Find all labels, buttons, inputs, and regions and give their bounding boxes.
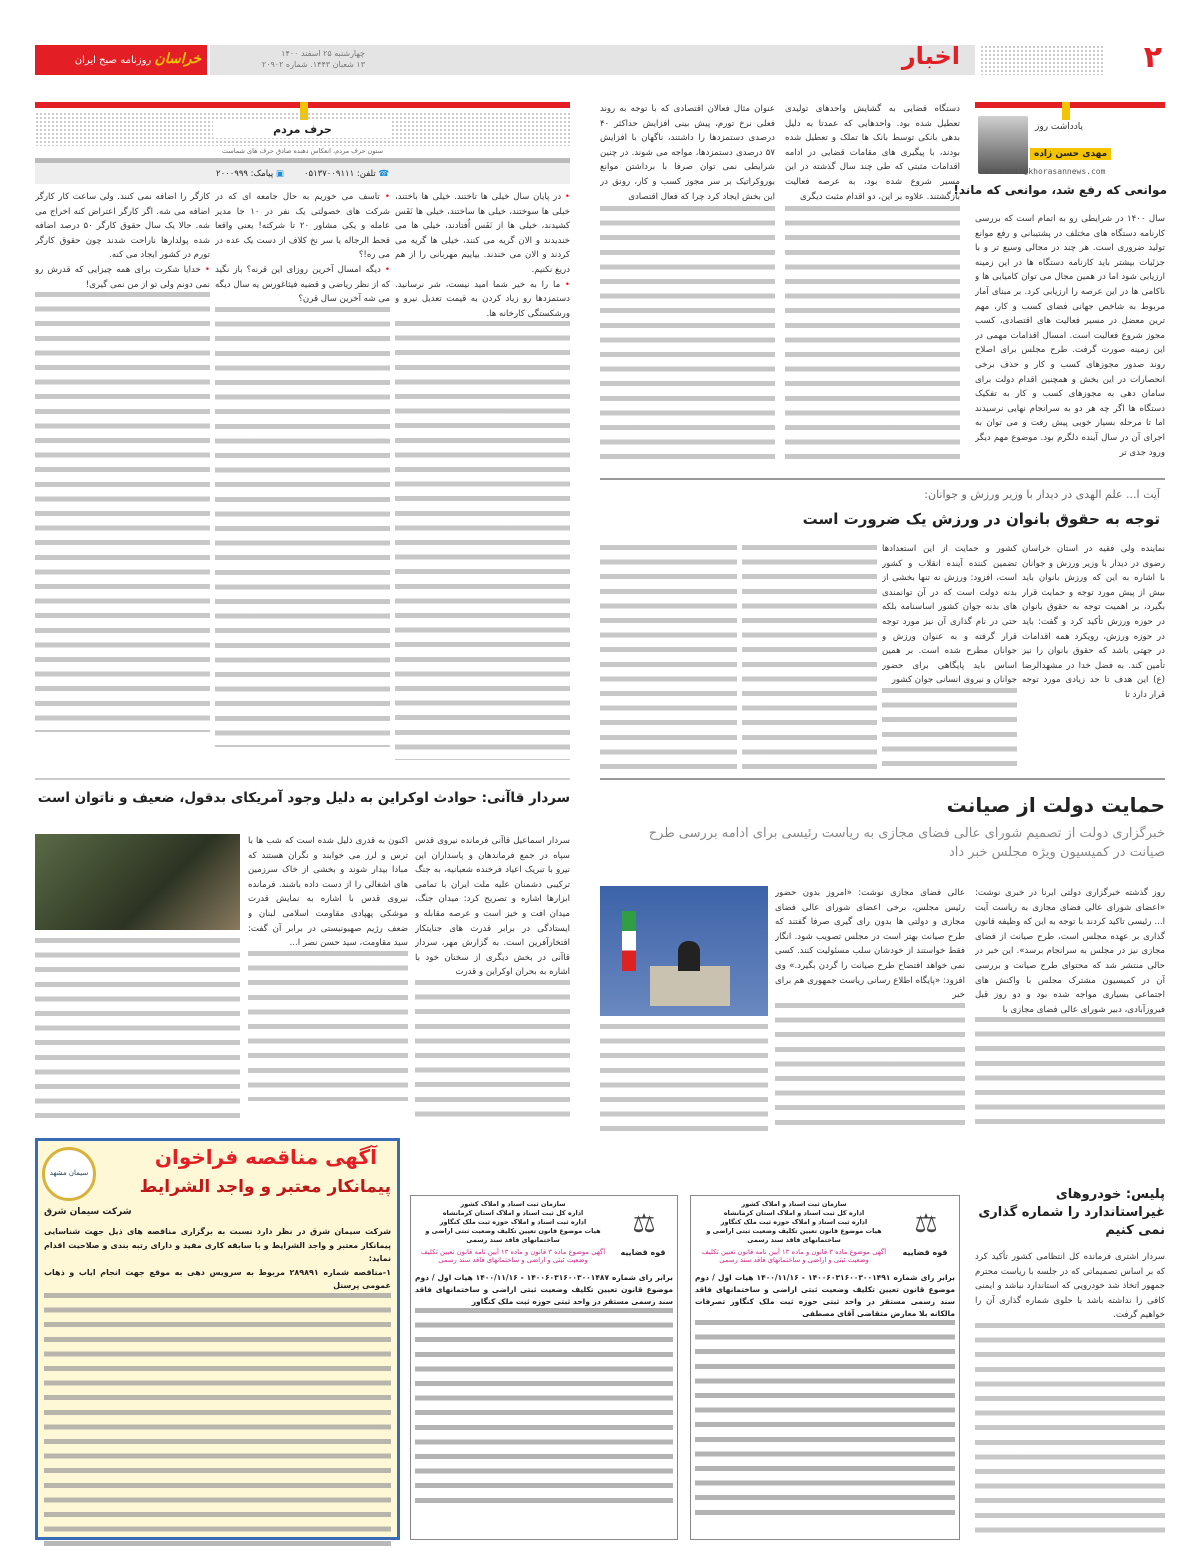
divider bbox=[600, 478, 1165, 480]
desk bbox=[650, 966, 730, 1006]
seal-label: قوه قضاییه bbox=[620, 1248, 666, 1257]
ghaani-col-1 bbox=[415, 834, 570, 1124]
tender-ad[interactable] bbox=[35, 1138, 400, 1540]
sms-icon: ▣ bbox=[275, 168, 284, 179]
gov-ad-1[interactable] bbox=[690, 1195, 960, 1540]
editorial-title: موانعی که رفع شد، موانعی که ماند! bbox=[953, 183, 1167, 197]
harf-item: • در پایان سال خیلی ها تاختند. خیلی ها باختند، خیلی ها سوختند، خیلی ها ساختند، خیلی ها نَفَس کشیدند، خیلی ها از نَفَس اُفتادند، خیلی ها می خندیدند و الان گریه می کنند، خیلی ها گریه می کردند و الان می خندند. بیاییم مهربانی را از هم دریغ نکنیم. bbox=[395, 192, 570, 275]
ad-company: شرکت سیمان شرق bbox=[44, 1207, 132, 1217]
sports-col-3 bbox=[742, 545, 877, 773]
siyanat-col2-text: عالی فضای مجازی نوشت: «امروز بدون حضور رئیس مجلس، برخی اعضای شورای عالی فضای مجازی و دولتی ها بدون رای گیری صرفا گفتند که طرح صیانت بهتر است در مجلس تصویب شود. انگار فقط خواستند از خودشان سلب مسئولیت کنند. کسی نمی خواهد افتضاح طرح صیانت را گردن بگیرد.» وی افزود: «پایگاه اطلاع رسانی ریاست جمهوری هم برای خبر bbox=[775, 888, 965, 1001]
harf-subtitle: ستون حرف مردم، انعکاس دهنده صادق حرف های شماست bbox=[221, 147, 384, 155]
org-2: اداره کل ثبت اسناد و املاک استان کرمانشاه bbox=[723, 1209, 865, 1217]
author-photo bbox=[978, 116, 1028, 174]
editorial-col3 bbox=[600, 102, 775, 472]
org-2: اداره کل ثبت اسناد و املاک استان کرمانشاه bbox=[442, 1209, 584, 1217]
org-3: اداره ثبت اسناد و املاک حوزه ثبت ملک کنگاور bbox=[439, 1218, 587, 1226]
text-lines bbox=[775, 1003, 965, 1133]
editorial-col2 bbox=[785, 102, 960, 472]
text-lines bbox=[248, 951, 408, 1101]
org-4: هیات موضوع قانون تعیین تکلیف وضعیت ثبتی اراضی و ساختمانهای فاقد سند رسمی bbox=[706, 1227, 882, 1244]
ghaani-col1-text: سردار اسماعیل قاآنی فرمانده نیروی قدس سپاه در جمع فرماندهان و پاسداران این نیرو با تبریک اعیاد فرخنده شعبانیه، به جنگ ترکیبی دشمنان علیه ملت ایران با تمامی ابزارها اشاره و تصریح کرد: میدان جنگ، میدان افت و خیز است و عرصه مقابله و ایستادگی در برابر قدرت های جنایتکار افتخارآفرین است. به گزارش مهر، سردار قاآنی در بخش دیگری از سخنان خود با اشاره به بحران اوکراین و قدرت bbox=[415, 836, 570, 978]
harf-title: حرف مردم bbox=[213, 121, 392, 138]
siyanat-title: حمایت دولت از صیانت bbox=[946, 793, 1165, 817]
section-title: اخبار bbox=[901, 42, 960, 70]
phone-label[interactable] bbox=[304, 169, 389, 179]
ghaani-col-3 bbox=[35, 938, 240, 1120]
editorial-bar bbox=[975, 102, 1165, 108]
text-lines bbox=[975, 1017, 1165, 1127]
text-lines bbox=[600, 206, 775, 466]
sports-col2-text: کشور و حمایت از این استعدادها تضمین کننده آینده انقلاب و کشور است، افزود: ورزش نه تنها بخشی از بدنه دولت است که در آن توانمندی های بدنه جوان کشور اساسنامه بلکه حتی در نام گذاری آن نیز مورد توجه قرار گرفته و به عنوان ورزش و جوانان مطرح شده است. بر همین اساس باید پایگاهی برای حضور جوانان و نیروی انسانی جوان کشور bbox=[882, 544, 1017, 686]
harf-col-1 bbox=[395, 190, 570, 760]
logo-text: خراسان bbox=[154, 51, 201, 67]
org-4: هیات موضوع قانون تعیین تکلیف وضعیت ثبتی اراضی و ساختمانهای فاقد سند رسمی bbox=[425, 1227, 601, 1244]
ghaani-col2-text: اکنون به قدری ذلیل شده است که شب ها با ترس و لرز می خوابند و نگران هستند که مبادا بیدار شوند و بخشی از خاک سرزمین های اشغالی را از دست داده باشند. فرمانده نیروی قدس با اشاره به نمایش قدرت موشکی پهپادی مقاومت اسلامی لبنان و ضعف رژیم صهیونیستی در برابر آن گفت: سید مقاومت، سید حسن نصر ا... bbox=[248, 836, 408, 949]
siyanat-col-2 bbox=[775, 886, 965, 1140]
text-lines bbox=[215, 307, 390, 747]
ad-body bbox=[44, 1225, 391, 1553]
phone-icon: ☎ bbox=[378, 168, 389, 179]
divider bbox=[600, 778, 1165, 780]
ghaani-title: سردار قاآنی: حوادث اوکراین به دلیل وجود آمریکای بدقول، ضعیف و ناتوان است bbox=[37, 790, 570, 806]
editorial-body: سال ۱۴۰۰ در شرایطی رو به اتمام است که بررسی کارنامه دستگاه های مختلف در پشتیبانی و رفع موانع تولید ضروری است. هر چند در مجالی وسیع تر و با جزئیات بیشتر باید کارنامه دستگاه ها در این زمینه ارزیابی شود اما در همین مجال می توان کامیابی ها و ناکامی ها در این عرصه را ارزیابی کرد. بر مبنای آمار مربوط به شاخص جهانی فضای کسب و کار، مهم ترین معضل در مسیر فعالیت های اقتصادی، کسب مجوز شروع فعالیت است. امسال اقدامات مهمی در این زمینه صورت گرفت. طرح مجلس برای اصلاح روند صدور مجوزهای کسب و کار و حذف برخی انحصارات در این بخش و همچنین اقدام دولت برای سامان دهی به مجوزهای کسب و کار به تفکیک دستگاه ها اگر چه هر دو به سرانجام نهایی نرسیدند اما تا مرحله بسیار خوبی پیش رفت و می توان به اجرای آن در سال آینده دلگرم بود. موضوع مهم دیگر ورود جدی تر bbox=[975, 214, 1165, 458]
ad-intro: شرکت سیمان شرق در نظر دارد نسبت به برگزاری مناقصه های ذیل جهت شناسایی پیمانکار معتبر و واجد الشرایط و با سابقه کاری مفید و دارای رتبه بندی و صلاحیت اقدام نماید: bbox=[44, 1227, 391, 1263]
text-lines bbox=[975, 1323, 1165, 1540]
harf-col-2 bbox=[215, 190, 390, 760]
harf-item-text: ما را به خیر شما امید نیست، شر نرسانید. دستمزدها رو زیاد کردن به قیمت تعدیل نیرو و ورشکستگی کارخانه ها. bbox=[395, 279, 570, 319]
siyanat-col-1 bbox=[975, 886, 1165, 1140]
text-lines bbox=[415, 980, 570, 1124]
harf-contact-bar bbox=[35, 158, 570, 184]
siyanat-photo bbox=[600, 886, 768, 1016]
harf-item-text: تاسف می خوریم به حال جامعه ای که در شرکت های خصولتی یک نفر در ۱۰ جا مدیر عامله و یکی مشاور ۲۰ تا شرکته! یعنی واقعا قحط الرجاله یا سر نخ کلاف از دست یک عده در می ره!؟ bbox=[215, 192, 390, 261]
harf-item bbox=[35, 190, 210, 263]
sms-text: پیامک: ۲۰۰۰۹۹۹ bbox=[216, 168, 274, 179]
harf-item-text: کارگر را اضافه نمی کنند. ولی ساعت کار کارگر اضافه می شه. اگر کارگر اعتراض کنه اخراج می شه. حالا یک سال حقوق کارگر ۵۰ درصد اضافه شده پولدارها ناراحت شدند چون حقوق کارگر تورم در کشور ایجاد می کنه. bbox=[35, 192, 210, 261]
seal-label: قوه قضاییه bbox=[902, 1248, 948, 1257]
ad-notice-title: آگهی موضوع ماده ۳ قانون و ماده ۱۳ آیین نامه قانون تعیین تکلیف وضعیت ثبتی و اراضی و ساختمانهای فاقد سند رسمی bbox=[420, 1248, 606, 1264]
text-lines bbox=[695, 1320, 955, 1520]
date-block bbox=[215, 48, 365, 70]
text-lines bbox=[415, 1308, 673, 1508]
author-name: مهدی حسن زاده bbox=[1030, 148, 1111, 160]
siyanat-col1-text: روز گذشته خبرگزاری دولتی ایرنا در خبری نوشت: «اعضای شورای عالی فضای مجازی به ریاست آیت ا... رئیسی تاکید کردند با توجه به این که وظیفه قانون گذاری بر عهده مجلس است، طرح صیانت از فضای مجازی نیز در مجلس به سرانجام برسد». این خبر در حالی منتشر شد که محتوای طرح صیانت و بررسی آن در کمیسیون مشترک مجلس با واکنش های اجتماعی بسیاری مواجه شده بود و دو روز قبل فیروزآبادی، دبیر شورای عالی فضای مجازی با bbox=[975, 888, 1165, 1015]
flag bbox=[622, 911, 636, 971]
text-lines bbox=[785, 206, 960, 466]
ad-notice-body: برابر رای شماره ۱۴۰۰۶۰۳۱۶۰۰۳۰۰۱۴۹۱ - ۱۴۰۰/۱۱/۱۶ هیات اول / دوم موضوع قانون تعیین تکلیف وضعیت ثبتی اراضی و ساختمانهای فاقد سند رسمی مستقر در واحد ثبتی حوزه ثبت ملک کنگاور تصرفات مالکانه بلا معارض متقاضی آقای مصطفی bbox=[695, 1273, 955, 1318]
ghaani-col-2 bbox=[248, 834, 408, 1124]
police-title: پلیس: خودروهای غیراستاندارد را شماره گذاری نمی کنیم bbox=[978, 1187, 1165, 1238]
logo-text: سیمان مشهد bbox=[49, 1169, 89, 1177]
harf-item-text: دیگه امسال آخرین روزای این قرنه؟ باز نگید که از نظر ریاضی و قضیه فیثاغورس یه سال دیگه می شه آخرین سال قرن؟ bbox=[215, 264, 390, 305]
text-lines bbox=[44, 1293, 391, 1553]
police-text: سردار اشترى فرمانده کل انتظامی کشور تأکید کرد که بر اساس تصمیماتی که در جلسه با ریاست محترم جمهور اتخاذ شد خودرویی که استاندارد نباشد و ایمنی کافی را نداشته باشد با حلوی شماره گذاری آن را خواهیم گرفت. bbox=[975, 1252, 1165, 1321]
sports-title: توجه به حقوق بانوان در ورزش یک ضرورت است bbox=[802, 510, 1160, 528]
ad-orgs bbox=[695, 1200, 893, 1245]
harf-item: • خدایا شکرت برای همه چیزایی که قدرش رو نمی دونم ولی تو از من نمی گیری! bbox=[35, 264, 210, 290]
text-lines bbox=[882, 688, 1017, 775]
ad-orgs bbox=[415, 1200, 611, 1245]
org-1: سازمان ثبت اسناد و املاک کشور bbox=[460, 1200, 566, 1208]
gov-ad-2[interactable] bbox=[410, 1195, 678, 1540]
harf-item-text: در پایان سال خیلی ها تاختند. خیلی ها باختند، خیلی ها سوختند، خیلی ها ساختند، خیلی ها نَفَس کشیدند، خیلی ها از نَفَس اُفتادند، خیلی ها می خندیدند و الان گریه می کنند، خیلی ها گریه می کردند و الان می خندند. بیاییم مهربانی را از هم دریغ نکنیم. bbox=[395, 192, 570, 275]
author-email[interactable]: economic@khorasannews.com bbox=[985, 167, 1106, 176]
harf-item-text: خدایا شکرت برای همه چیزایی که قدرش رو نمی دونم ولی تو از من نمی گیری! bbox=[35, 264, 210, 290]
judiciary-seal-icon: ⚖ bbox=[632, 1209, 656, 1239]
harf-col-3 bbox=[35, 190, 210, 760]
date-line-2: ۱۳ شعبان ۱۴۴۳. شماره ۲۰۹۰۲ bbox=[261, 60, 365, 69]
judiciary-seal-icon: ⚖ bbox=[914, 1209, 938, 1239]
text-lines bbox=[35, 292, 210, 732]
text-lines bbox=[395, 321, 570, 760]
editorial-col2-text: دستگاه قضایی به گشایش واحدهای تولیدی تعطیل شده بود. واحدهایی که عمدتا به دلیل بدهی بانکی توسط بانک ها تملک و تعطیل شده بودند، با پیگیری های مقامات قضایی در ادامه اقدامات مثبتی که طی چند سال گذشته در این مسیر شروع شده بود، به عرصه فعالیت بازگشتند. علاوه بر این، دو اقدام مثبت دیگری bbox=[785, 104, 960, 202]
ad-title: آگهی مناقصه فراخوان bbox=[154, 1145, 377, 1169]
sports-col-4 bbox=[600, 545, 737, 773]
logo-tagline: روزنامه صبح ایران bbox=[74, 55, 152, 66]
org-3: اداره ثبت اسناد و املاک حوزه ثبت ملک کنگاور bbox=[720, 1218, 868, 1226]
masthead-logo[interactable] bbox=[35, 45, 207, 75]
yellow-marker bbox=[1062, 102, 1070, 120]
harf-item: • تاسف می خوریم به حال جامعه ای که در شرکت های خصولتی یک نفر در ۱۰ جا مدیر عامله و یکی مشاور ۲۰ تا شرکته! یعنی واقعا قحط الرجاله یا سر نخ کلاف از دست یک عده در می ره!؟ bbox=[215, 192, 390, 261]
org-1: سازمان ثبت اسناد و املاک کشور bbox=[741, 1200, 847, 1208]
harf-item: • ما را به خیر شما امید نیست، شر نرسانید. دستمزدها رو زیاد کردن به قیمت تعدیل نیرو و ورشکستگی کارخانه ها. bbox=[395, 279, 570, 319]
ad-notice-title: آگهی موضوع ماده ۳ قانون و ماده ۱۳ آیین نامه قانون تعیین تکلیف وضعیت ثبتی و اراضی و ساختمانهای فاقد سند رسمی bbox=[701, 1248, 887, 1264]
ad-subtitle: پیمانکار معتبر و واجد الشرایط bbox=[139, 1177, 391, 1197]
page-number: ۲ bbox=[1143, 40, 1162, 75]
ad-item-1: ۱-مناقصه شماره ۲۸۹۸۹۱ مربوط به سرویس دهی به موقع جهت انجام ایاب و ذهاب عمومی پرسنل bbox=[44, 1267, 391, 1290]
date-line-1: چهارشنبه ۲۵ اسفند ۱۴۰۰ bbox=[281, 49, 365, 58]
header-dots bbox=[980, 45, 1105, 75]
person bbox=[678, 941, 700, 971]
sports-col-1: نماینده ولی فقیه در استان خراسان رضوی در دیدار با وزیر ورزش و جوانان با اشاره به این که ورزش بانوان باید بیش از پیش مورد توجه و حمایت قرار بگیرد، بر اهمیت توجه به حقوق بانوان در حوزه ورزش تأکید کرد و گفت: باید در حوزه ورزش، رویکرد همه اقدامات در جهتی باشد که حقوق بانوان را نیز تأمین کند. به فضل خدا در مشهدالرضا (ع) این هدف تا حد زیادی مورد توجه قرار دارد تا bbox=[1022, 544, 1165, 700]
ad-notice-body: برابر رای شماره ۱۴۰۰۶۰۳۱۶۰۰۳۰۰۱۴۸۷ - ۱۴۰۰/۱۱/۱۶ هیات اول / دوم موضوع قانون تعیین تکلیف وضعیت ثبتی اراضی و ساختمانهای فاقد سند رسمی مستقر در واحد ثبتی حوزه ثبت ملک کنگاور bbox=[415, 1273, 673, 1306]
sports-col-2 bbox=[882, 542, 1017, 775]
sports-kicker: آیت ا... علم الهدی در دیدار با وزیر ورزش و جوانان: bbox=[924, 488, 1160, 501]
siyanat-col-3 bbox=[600, 1024, 768, 1140]
editorial-col3-text: عنوان مثال فعالان اقتصادی که با توجه به روند فعلی نرخ تورم، پیش بینی افزایش حداکثر ۴۰ درصدی دستمزدها را داشتند، ناگهان با افزایش ۵۷ درصدی دستمزدها، مواجه می شوند. در چنین شرایطی نمی توان صرفا با برداشتن موانع بوروکراتیک بر سر مجوز کسب و کار، رونق در این بخش ایجاد کرد چرا که فعال اقتصادی bbox=[600, 104, 775, 202]
harf-title-band bbox=[35, 112, 570, 146]
editorial-kicker: یادداشت روز bbox=[1035, 122, 1084, 132]
divider bbox=[35, 778, 570, 780]
company-logo bbox=[42, 1147, 96, 1201]
police-body bbox=[975, 1250, 1165, 1540]
phone-text: تلفن: ۰۵۱۳۷۰۰۹۱۱۱ bbox=[303, 168, 376, 179]
ghaani-photo bbox=[35, 834, 240, 930]
siyanat-subtitle: خبرگزاری دولت از تصمیم شورای عالی فضای مجازی به ریاست رئیسی برای ادامه بررسی طرح صیانت در کمیسیون ویژه مجلس خبر داد bbox=[648, 826, 1165, 860]
harf-item: • دیگه امسال آخرین روزای این قرنه؟ باز نگید که از نظر ریاضی و قضیه فیثاغورس یه سال دیگه می شه آخرین سال قرن؟ bbox=[215, 264, 390, 305]
sms-label[interactable] bbox=[216, 169, 284, 179]
